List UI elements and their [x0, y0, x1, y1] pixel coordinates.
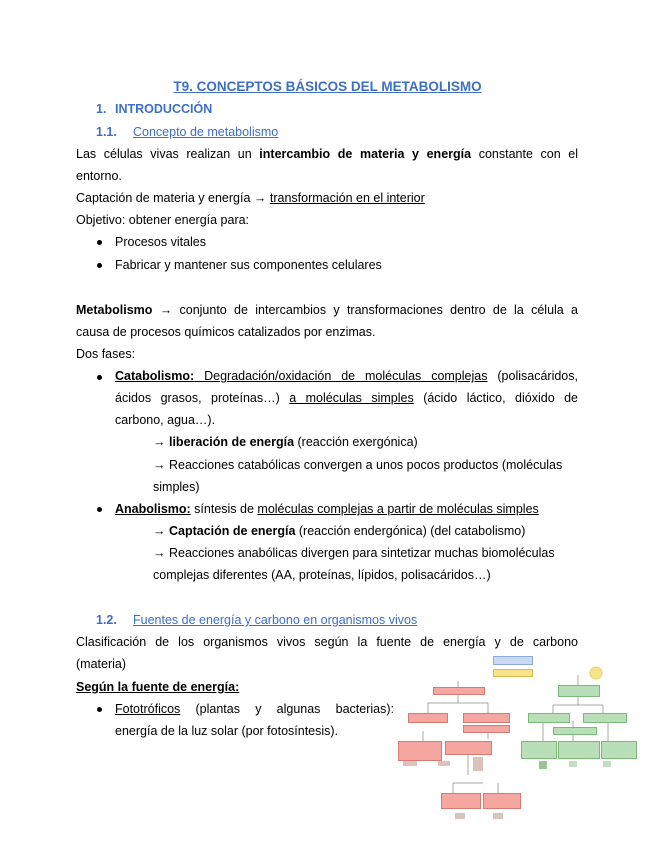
diagram-box — [583, 713, 627, 723]
anabolismo-divergen: → Reacciones anabólicas divergen para sintetizar muchas biomoléculas — [153, 546, 555, 560]
diagram-box — [521, 741, 557, 759]
anabolismo-divergen-end: complejas diferentes (AA, proteínas, lípidos, polisacáridos…) — [153, 568, 491, 582]
fototroficos-line-2: energía de la luz solar (por fotosíntesis). — [115, 724, 339, 738]
catabolismo-line-3: carbono, agua…). — [115, 413, 216, 427]
paragraph-captacion: Captación de materia y energía → transformación en el interior — [76, 191, 425, 205]
diagram-box — [433, 687, 485, 695]
subsection-1-2-heading: Fuentes de energía y carbono en organismos vivos — [133, 613, 418, 627]
catabolismo-convergen-end: simples) — [153, 480, 200, 494]
page-title: T9. CONCEPTOS BÁSICOS DEL METABOLISMO — [173, 79, 482, 94]
paragraph-objetivo: Objetivo: obtener energía para: — [76, 213, 250, 227]
section-1-number: 1. — [96, 102, 107, 116]
paragraph-intercambio: Las células vivas realizan un intercambio de materia y energía constante con el — [76, 147, 579, 161]
catabolismo-convergen: → Reacciones catabólicas convergen a unos pocos productos (moléculas — [153, 458, 563, 472]
paragraph-clasificacion: Clasificación de los organismos vivos según la fuente de energía y de carbono — [76, 635, 578, 649]
paragraph-clasificacion-end: (materia) — [76, 657, 127, 671]
diagram-box — [463, 725, 510, 733]
catabolismo-energia: → liberación de energía (reacción exergónica) — [153, 435, 418, 449]
paragraph-intercambio-end: entorno. — [76, 169, 122, 183]
catabolismo-line-1: Catabolismo: Degradación/oxidación de moléculas complejas (polisacáridos, — [115, 369, 578, 383]
fototroficos-line-1: Fototróficos (plantas y algunas bacterias): — [115, 702, 394, 716]
diagram-box — [483, 793, 521, 809]
subsection-1-1-number: 1.1. — [96, 125, 117, 139]
diagram-box — [441, 793, 481, 809]
bullet-dot — [97, 263, 102, 268]
section-1-heading: INTRODUCCIÓN — [115, 102, 213, 116]
diagram-box — [601, 741, 637, 759]
diagram-box — [493, 656, 533, 665]
classification-diagram — [393, 653, 643, 825]
anabolismo-energia: → Captación de energía (reacción endergónica) (del catabolismo) — [153, 524, 526, 538]
diagram-box — [528, 713, 570, 723]
diagram-box — [398, 741, 442, 761]
diagram-box — [445, 741, 492, 755]
subsection-1-1-heading: Concepto de metabolismo — [133, 125, 279, 139]
paragraph-metabolismo: Metabolismo → conjunto de intercambios y transformaciones dentro de la célula a — [76, 303, 578, 317]
subsection-1-2-number: 1.2. — [96, 613, 117, 627]
heading-segun-fuente-energia: Según la fuente de energía: — [76, 680, 240, 694]
diagram-box — [553, 727, 597, 735]
diagram-box — [408, 713, 448, 723]
bullet-dot — [97, 375, 102, 380]
anabolismo-line-1: Anabolismo: síntesis de moléculas complejas a partir de moléculas simples — [115, 502, 539, 516]
diagram-box — [463, 713, 510, 723]
paragraph-metabolismo-end: causa de procesos químicos catalizados por enzimas. — [76, 325, 376, 339]
diagram-box — [558, 685, 600, 697]
list-item: Fabricar y mantener sus componentes celulares — [115, 258, 382, 272]
bullet-dot — [97, 707, 102, 712]
diagram-box — [558, 741, 600, 759]
list-item: Procesos vitales — [115, 235, 207, 249]
catabolismo-line-2: ácidos grasos, proteínas…) a moléculas simples (ácido láctico, dióxido de — [115, 391, 579, 405]
paragraph-dos-fases: Dos fases: — [76, 347, 136, 361]
diagram-box — [493, 669, 533, 677]
bullet-dot — [97, 240, 102, 245]
bullet-dot — [97, 507, 102, 512]
